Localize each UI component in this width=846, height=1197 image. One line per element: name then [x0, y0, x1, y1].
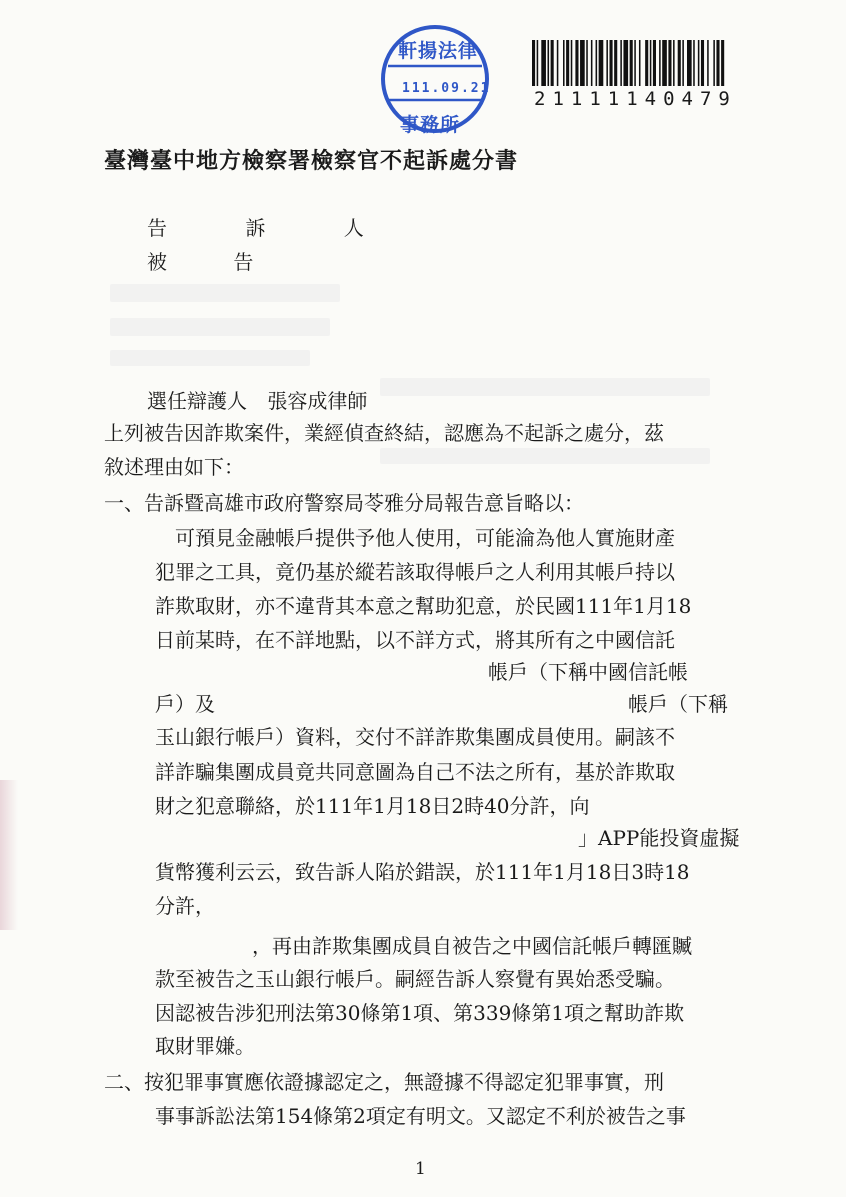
- barcode-bar: [687, 40, 692, 86]
- section2-line: 事事訴訟法第154條第2項定有明文。又認定不利於被告之事: [155, 1104, 686, 1128]
- section1-line: 財之犯意聯絡，於111年1月18日2時40分許，向: [155, 794, 590, 818]
- section1-line: 因認被告涉犯刑法第30條第1項、第339條第1項之幫助詐欺: [155, 1001, 685, 1025]
- redacted-area: [380, 448, 710, 464]
- section1-line: 」APP能投資虛擬: [578, 826, 740, 850]
- section1-line: 可預見金融帳戶提供予他人使用，可能淪為他人實施財產: [175, 526, 675, 550]
- section1-line: 詐欺取財，亦不違背其本意之幫助犯意，於民國111年1月18: [155, 594, 692, 618]
- section1-line: 戶）及: [155, 692, 215, 716]
- barcode-bar: [571, 40, 573, 86]
- barcode-bar: [620, 40, 622, 86]
- barcode-bar: [668, 40, 671, 86]
- redacted-area: [380, 378, 710, 396]
- barcode-bar: [548, 40, 550, 86]
- barcode-bar: [586, 40, 588, 86]
- defendant-label-text: 被 告: [147, 250, 254, 274]
- barcode-bar: [673, 40, 675, 86]
- barcode-bar: [596, 40, 598, 86]
- barcode-bar: [537, 40, 539, 86]
- barcode-bar: [693, 40, 695, 86]
- barcode-bar: [606, 40, 608, 86]
- section1-line: ，再由詐欺集團成員自被告之中國信託帳戶轉匯贓: [252, 934, 692, 958]
- section1-line: 玉山銀行帳戶）資料，交付不詳詐欺集團成員使用。嗣該不: [155, 725, 675, 749]
- intro-line: 上列被告因詐欺案件，業經偵查終結，認應為不起訴之處分，茲: [104, 421, 664, 445]
- stamp-office: 事務所: [400, 114, 461, 136]
- stamp-date: 111.09.21: [402, 81, 491, 96]
- barcode-bar: [659, 40, 661, 86]
- document-title: 臺灣臺中地方檢察署檢察官不起訴處分書: [104, 148, 519, 174]
- barcode-bar: [630, 40, 633, 86]
- barcode-bar: [678, 40, 681, 86]
- complainant-label: 告 訴 人: [147, 216, 400, 240]
- section1-line: 分許，: [155, 894, 215, 918]
- barcode-bar: [713, 40, 715, 86]
- margin-shade: [0, 780, 18, 930]
- redacted-area: [110, 284, 340, 302]
- barcode-bar: [599, 40, 604, 86]
- barcode-bar: [575, 40, 578, 86]
- section1-line: 取財罪嫌。: [155, 1034, 255, 1058]
- section2-heading: 二、按犯罪事實應依證據認定之，無證據不得認定犯罪事實，刑: [104, 1070, 664, 1094]
- page-number: 1: [415, 1159, 426, 1179]
- barcode-bar: [614, 40, 617, 86]
- section1-line: 日前某時，在不詳地點，以不詳方式，將其所有之中國信託: [155, 628, 675, 652]
- section1-line: 款至被告之玉山銀行帳戶。嗣經告訴人察覺有異始悉受騙。: [155, 967, 675, 991]
- barcode-bar: [610, 40, 613, 86]
- barcode-bar: [701, 40, 704, 86]
- barcode-bar: [721, 40, 724, 86]
- section1-line: 貨幣獲利云云，致告訴人陷於錯誤，於111年1月18日3時18: [155, 860, 690, 884]
- barcode-bar: [653, 40, 656, 86]
- barcode-bar: [639, 40, 641, 86]
- section1-heading: 一、告訴暨高雄市政府警察局苓雅分局報告意旨略以：: [104, 491, 584, 515]
- law-firm-stamp: [376, 18, 494, 140]
- barcode-bar: [563, 40, 565, 86]
- defendant-label: [147, 246, 253, 275]
- barcode-number: 21111140479: [534, 88, 737, 110]
- barcode-bar: [566, 40, 569, 86]
- redacted-area: [110, 318, 330, 336]
- barcode: [532, 40, 788, 86]
- barcode-bar: [532, 40, 535, 86]
- barcode-bar: [662, 40, 667, 86]
- barcode-bar: [541, 40, 546, 86]
- barcode-bar: [707, 40, 709, 86]
- barcode-bar: [650, 40, 652, 86]
- redacted-area: [110, 350, 310, 366]
- section1-line: 帳戶（下稱: [628, 692, 728, 716]
- barcode-bar: [591, 40, 593, 86]
- barcode-bar: [580, 40, 585, 86]
- barcode-bar: [682, 40, 684, 86]
- barcode-bar: [645, 40, 648, 86]
- barcode-bar: [716, 40, 719, 86]
- section1-line: 帳戶（下稱中國信託帳: [488, 660, 688, 684]
- barcode-bar: [634, 40, 636, 86]
- barcode-bar: [551, 40, 554, 86]
- stamp-firm-name: 軒揚法律: [398, 40, 479, 62]
- defense-counsel-name: 張容成律師: [267, 389, 368, 413]
- barcode-bar: [623, 40, 628, 86]
- defense-counsel-label: 選任辯護人: [147, 389, 247, 413]
- intro-line: 敘述理由如下：: [104, 455, 244, 479]
- barcode-bar: [557, 40, 559, 86]
- section1-line: 犯罪之工具，竟仍基於縱若該取得帳戶之人利用其帳戶持以: [155, 560, 675, 584]
- section1-line: 詳詐騙集團成員竟共同意圖為自己不法之所有，基於詐欺取: [155, 760, 675, 784]
- barcode-bar: [698, 40, 700, 86]
- defense-counsel-row: [147, 385, 367, 414]
